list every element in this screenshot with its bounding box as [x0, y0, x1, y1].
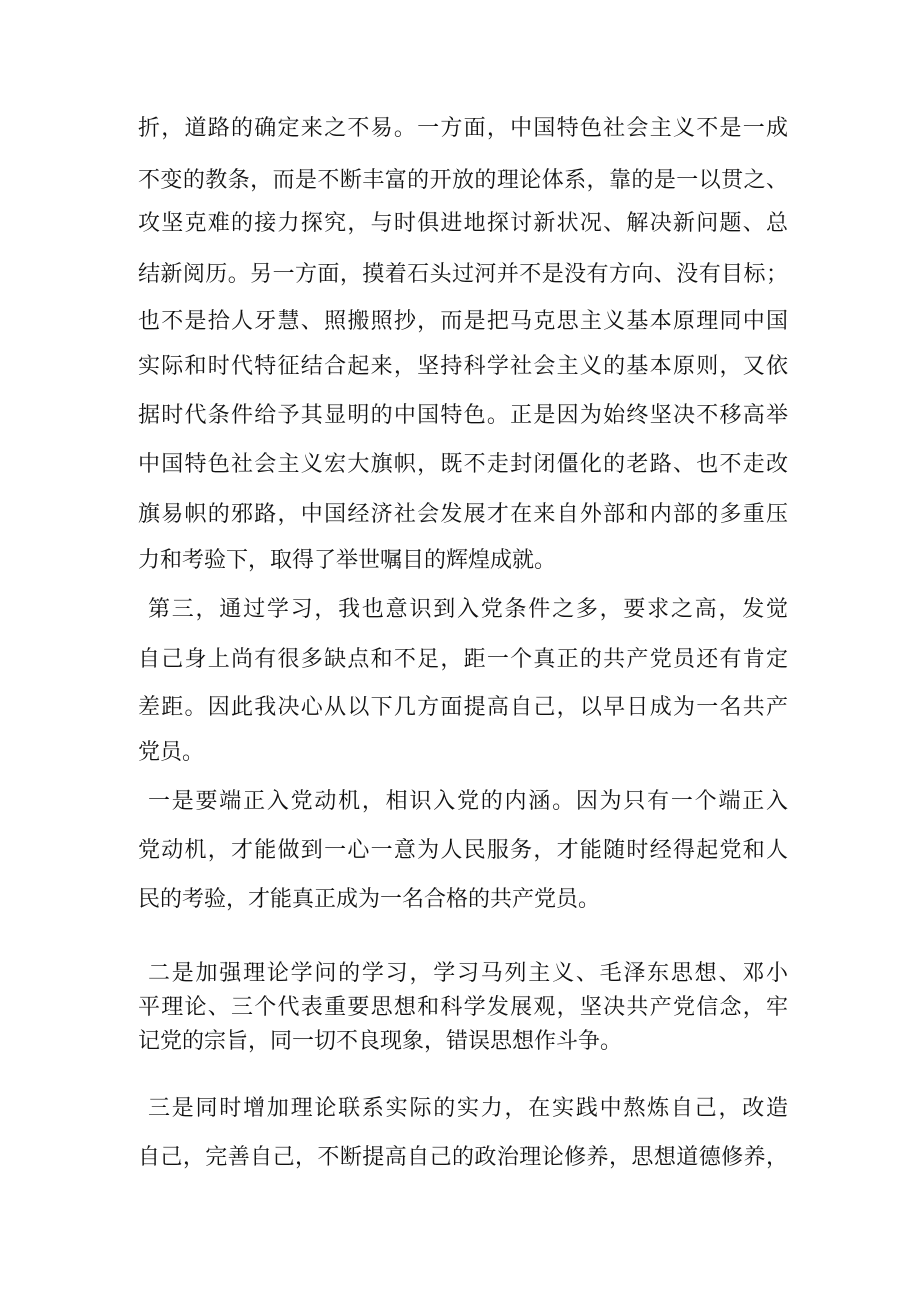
text-line: 民的考验，才能真正成为一名合格的共产党员。 — [138, 887, 601, 912]
text-line: 旗易帜的邪路，中国经济社会发展才在来自外部和内部的多重压 — [138, 502, 788, 527]
text-line: 攻坚克难的接力探究，与时俱进地探讨新状况、解决新问题、总 — [138, 211, 788, 236]
text-line: 不变的教条，而是不断丰富的开放的理论体系，靠的是一以贯之、 — [138, 168, 788, 193]
text-line: 自己身上尚有很多缺点和不足，距一个真正的共产党员还有肯定 — [138, 647, 788, 672]
text-line: 折，道路的确定来之不易。一方面，中国特色社会主义不是一成 — [138, 116, 788, 141]
text-line: 据时代条件给予其显明的中国特色。正是因为始终坚决不移高举 — [138, 403, 788, 428]
text-line: 第三，通过学习，我也意识到入党条件之多，要求之高，发觉 — [148, 597, 788, 622]
text-line: 二是加强理论学问的学习，学习马列主义、毛泽东思想、邓小 — [148, 961, 788, 986]
text-line: 党员。 — [138, 740, 205, 765]
text-line: 自己，完善自己，不断提高自己的政治理论修养，思想道德修养， — [138, 1145, 788, 1170]
text-line: 一是要端正入党动机，相识入党的内涵。因为只有一个端正入 — [148, 789, 788, 814]
text-line: 力和考验下，取得了举世嘱目的辉煌成就。 — [138, 548, 557, 573]
text-line: 平理论、三个代表重要思想和科学发展观，坚决共产党信念，牢 — [138, 995, 788, 1020]
text-line: 党动机，才能做到一心一意为人民服务，才能随时经得起党和人 — [138, 838, 788, 863]
text-line: 也不是拾人牙慧、照搬照抄，而是把马克思主义基本原理同中国 — [138, 309, 788, 334]
text-line: 中国特色社会主义宏大旗帜，既不走封闭僵化的老路、也不走改 — [138, 452, 788, 477]
text-line: 三是同时增加理论联系实际的实力，在实践中熬炼自己，改造 — [148, 1096, 788, 1121]
text-line: 记党的宗旨，同一切不良现象，错误思想作斗争。 — [138, 1029, 623, 1054]
text-line: 差距。因此我决心从以下几方面提高自己，以早日成为一名共产 — [138, 695, 788, 720]
text-line: 结新阅历。另一方面，摸着石头过河并不是没有方向、没有目标； — [138, 262, 788, 287]
text-line: 实际和时代特征结合起来，坚持科学社会主义的基本原则，又依 — [138, 354, 788, 379]
